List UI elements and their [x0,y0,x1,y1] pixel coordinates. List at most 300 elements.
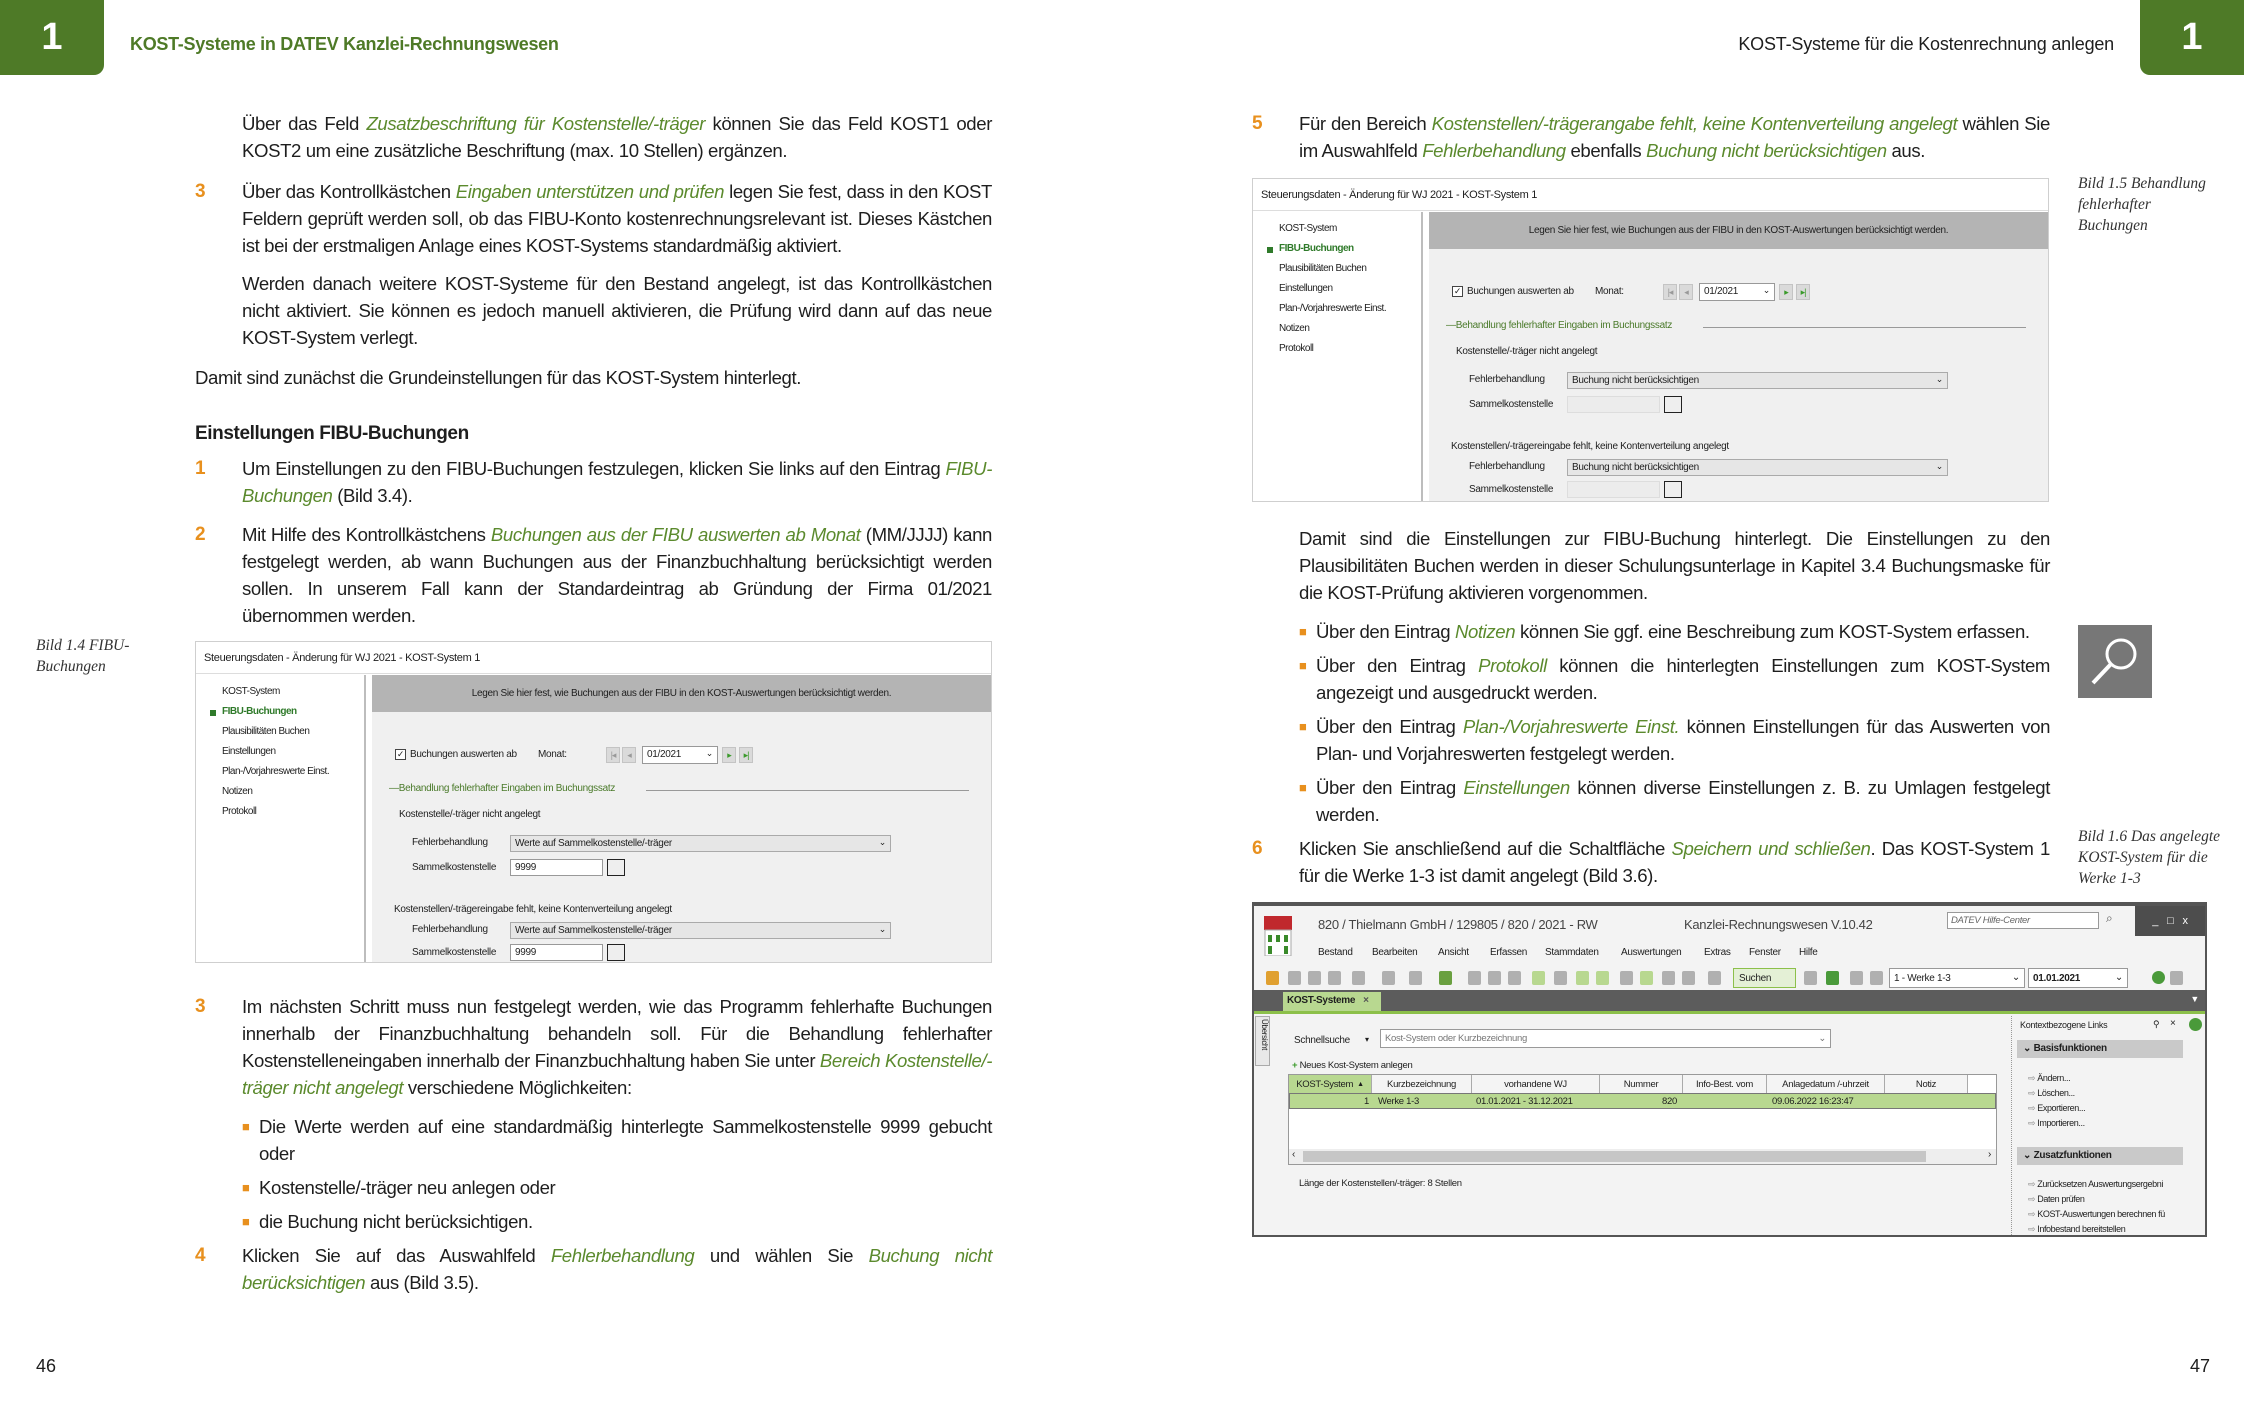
error-handling-select-2[interactable] [1567,459,1948,476]
chapter-number: 1 [2181,16,2203,58]
chapter-tab [0,0,104,75]
bullet-list-wrapper [1299,618,2050,828]
nav-item[interactable]: Notizen [1279,323,1310,334]
menu-fenster[interactable]: Fenster [1749,947,1781,958]
document-icon[interactable] [1620,971,1633,985]
right-column [1252,110,2221,1237]
prev-month-icon[interactable]: ◂ [622,747,636,763]
running-head: KOST-Systeme in DATEV Kanzlei-Rechnungswesen [130,34,559,54]
menu-bearbeiten[interactable]: Bearbeiten [1372,947,1418,958]
close-tab-icon[interactable]: × [1363,995,1369,1006]
step-number: 3 [195,181,206,202]
group-label: Kostenstelle/-träger nicht angelegt [399,809,541,820]
collapse-icon: ⌄ [2023,1150,2034,1161]
step-number: 6 [1252,838,1263,859]
paste-icon[interactable] [1508,971,1521,985]
column-header[interactable]: vorhandene WJ [1472,1075,1600,1093]
link-loeschen[interactable]: ⇨ Löschen... [2028,1088,2075,1099]
tab-menu-chevron-icon[interactable]: ▼ [2190,994,2199,1004]
text-run: Im nächsten Schritt muss nun festgelegt werden, wie das Programm fehlerhafte Buchungen innerhalb der Finanzbuchhaltung behandeln soll. Für die Behandlung fehlerhafter Kostenstelleneingaben innerhalb der Finanzbuchhaltung haben Sie unter [242,996,992,1071]
divider [364,675,366,962]
bullet-text [259,1174,992,1201]
month-label: Monat: [538,749,567,760]
input-value: 9999 [515,862,537,873]
step-item [195,455,992,509]
prev-month-icon[interactable]: ◂ [1679,284,1693,300]
overview-side-tab[interactable]: Übersicht [1255,1016,1270,1066]
table-icon[interactable] [1596,971,1609,985]
text-run: Um Einstellungen zu den FIBU-Buchungen festzulegen, klicken Sie links auf den Eintrag [242,458,946,479]
nav-item[interactable]: Protokoll [1279,343,1314,354]
select-value: Buchung nicht berücksichtigen [1572,462,1699,473]
bullet-text [1316,652,2050,706]
list-icon[interactable] [1576,971,1589,985]
settings-icon[interactable] [1554,971,1567,985]
section-rule [646,790,969,791]
text-run: Damit sind die Einstellungen zur FIBU-Buchung hinterlegt. Die Einstellungen zu den Plausibilitäten Buchen werden in dieser Schulungsunterlage in Kapitel 3.4 Buchungsmaske für die KOST-Prüfung aktivieren vorgenommen. [1299,528,2050,603]
table-row[interactable] [1289,1093,1996,1109]
nav-item[interactable]: FIBU-Buchungen [222,706,297,717]
text-run: aus (Bild 3.5). [365,1272,479,1293]
step-number: 2 [195,524,206,545]
text-run: Klicken Sie auf das Auswahlfeld [242,1245,551,1266]
lock-icon[interactable] [1708,971,1721,985]
text-run: Die Werte werden auf eine standardmäßig hinterlegte Sammelkostenstelle 9999 gebucht oder [259,1116,992,1164]
import-icon[interactable] [1409,971,1422,985]
selected-marker-icon [210,710,216,716]
cell-kurzbezeichnung: Werke 1-3 [1378,1096,1419,1107]
checkbox-buchungen-auswerten[interactable]: ✓ [396,749,405,759]
details-icon[interactable] [1640,971,1653,985]
emphasis-term: Fehlerbehandlung [1422,140,1566,161]
panel-title: Kontextbezogene Links [2020,1020,2108,1030]
basisfunktionen-header[interactable] [2017,1040,2183,1058]
column-header[interactable]: Notiz [1885,1075,1968,1093]
bullet-item [242,1208,992,1235]
text-run: Über das Kontrollkästchen [242,181,456,202]
bullet-item [242,1113,992,1167]
collective-cost-center-input-2[interactable] [1567,481,1660,498]
screenshot-fehlerbehandlung [1252,178,2049,502]
tab-kost-systeme[interactable] [1283,992,1381,1011]
emphasis-term: Plan-/Vorjahreswerte Einst. [1462,716,1680,737]
text-run: Über den Eintrag [1316,777,1464,798]
section-heading: —Behandlung fehlerhafter Eingaben im Buchungssatz [1446,320,1673,331]
section-heading: Einstellungen FIBU-Buchungen [195,423,469,444]
checkbox-label: Buchungen auswerten ab [410,749,517,760]
column-header[interactable] [1289,1075,1372,1093]
menu-hilfe[interactable]: Hilfe [1799,947,1818,958]
page-number: 47 [2190,1356,2211,1376]
error-handling-label: Fehlerbehandlung [1469,374,1545,385]
step-item [195,521,992,629]
collective-cost-center-input-1[interactable] [510,859,603,876]
step-text [242,1242,992,1296]
menu-stammdaten[interactable]: Stammdaten [1545,947,1599,958]
next-month-icon[interactable]: ▸ [1779,284,1793,300]
step-item [1252,110,2050,164]
text-run: verschiedene Möglichkeiten: [403,1077,632,1098]
chevron-down-icon: ⌄ [878,924,886,934]
collective-cost-center-label: Sammelkostenstelle [1469,399,1554,410]
bullet-icon: ■ [242,1180,250,1195]
date-combo[interactable] [2028,968,2128,988]
nav-item[interactable]: Plan-/Vorjahreswerte Einst. [222,766,330,777]
chevron-down-icon: ⌄ [2114,972,2123,983]
bullet-text [1316,618,2050,645]
nav-item[interactable]: Protokoll [222,806,257,817]
blank-icon[interactable] [1662,971,1675,985]
section-title: Zusatzfunktionen [2033,1150,2112,1161]
nav-item[interactable]: Plan-/Vorjahreswerte Einst. [1279,303,1387,314]
error-handling-select-1[interactable] [510,835,891,852]
text-run: Über den Eintrag [1316,716,1463,737]
screenshot-fibu-buchungen [195,641,992,963]
chevron-down-icon: ⌄ [1818,1033,1826,1044]
emphasis-term: Fehlerbehandlung [550,1245,695,1266]
group-label: Kostenstelle/-träger nicht angelegt [1456,346,1598,357]
app-logo-icon [1264,916,1292,956]
scrollbar-thumb[interactable] [1303,1151,1926,1162]
lookup-button-icon[interactable] [1664,481,1682,498]
calculator-icon[interactable] [1804,971,1817,985]
chapter-tab [2140,0,2244,75]
search-icon[interactable]: ⌕ [2106,911,2113,925]
quicksearch-placeholder: Kost-System oder Kurzbezeichnung [1385,1033,1527,1044]
text-run: die Buchung nicht berücksichtigen. [259,1211,533,1232]
text-run: Für den Bereich [1299,113,1432,134]
bullet-text [259,1208,992,1235]
column-header[interactable]: Anlagedatum /-uhrzeit [1767,1075,1885,1093]
link-infobestand[interactable]: ⇨ Infobestand bereitstellen [2028,1224,2125,1235]
chevron-down-icon: ⌄ [1935,374,1943,384]
figure-caption: Bild 1.4 FIBU-Buchungen [36,637,130,675]
save-icon[interactable] [1288,971,1301,985]
emphasis-term: Eingaben unterstützen und prüfen [455,181,725,202]
scroll-left-icon[interactable]: ‹ [1292,1149,1296,1160]
last-month-icon[interactable]: ▸| [739,747,753,763]
text-run: können diverse Einstellungen z. B. zu Umlagen festgelegt werden. [1316,777,2051,825]
kost-system-value: 1 - Werke 1-3 [1894,973,1951,984]
checkbox-label: Buchungen auswerten ab [1467,286,1574,297]
collective-cost-center-input-1[interactable] [1567,396,1660,413]
error-handling-label: Fehlerbehandlung [412,924,488,935]
section-title: Behandlung fehlerhafter Eingaben im Buchungssatz [1455,320,1673,331]
new-icon[interactable] [1266,971,1279,985]
nav-item[interactable]: Einstellungen [222,746,276,757]
bullet-list [1299,618,2050,828]
page-number: 46 [36,1356,57,1376]
bullet-item [1299,713,2050,767]
kost-system-table [1288,1074,1997,1165]
bullet-icon: ■ [242,1214,250,1229]
info-text: Legen Sie hier fest, wie Buchungen aus der FIBU in den KOST-Auswertungen berücksichtigt werden. [1528,225,1949,236]
nav-item[interactable]: Notizen [222,786,253,797]
help-icon[interactable] [2152,971,2165,984]
chevron-down-icon: ⌄ [2011,972,2020,983]
new-kost-system-link[interactable] [1292,1060,1413,1071]
text-run: Über den Eintrag [1316,655,1479,676]
menu-auswertungen[interactable]: Auswertungen [1621,947,1682,958]
screenshot-kost-systeme-window [1252,902,2207,1237]
text-run: (Bild 3.4). [332,485,413,506]
step-item [195,1242,992,1296]
chevron-down-icon: ⌄ [878,837,886,847]
window-icon[interactable] [2170,971,2183,985]
bullet-item [1299,618,2050,645]
lookup-button-icon[interactable] [607,944,625,961]
month-value: 01/2021 [1704,286,1739,297]
column-label: KOST-System [1296,1078,1354,1090]
bullet-item [1299,774,2050,828]
collapse-icon: ⌄ [2023,1043,2034,1054]
section-rule [1703,327,2026,328]
export2-icon[interactable] [1850,971,1863,985]
pin-icon[interactable]: ⚲ [2153,1019,2160,1029]
app-name: Kanzlei-Rechnungswesen V.10.42 [1684,917,1873,932]
text-run: können Sie das Feld KOST1 oder KOST2 um eine zusätzliche Beschriftung (max. 10 Stellen) ergänzen. [242,113,992,161]
info-text: Legen Sie hier fest, wie Buchungen aus der FIBU in den KOST-Auswertungen berücksichtigt werden. [471,688,892,699]
horizontal-scrollbar[interactable] [1289,1149,1996,1164]
info-banner [1429,212,2048,249]
left-column [36,110,993,1296]
nav-item[interactable]: FIBU-Buchungen [1279,243,1354,254]
section-title: Behandlung fehlerhafter Eingaben im Buchungssatz [398,783,616,794]
link-kost-auswertungen[interactable]: ⇨ KOST-Auswertungen berechnen fü [2028,1209,2165,1220]
bullet-text [1316,713,2050,767]
text-run: Klicken Sie anschließend auf die Schaltfläche [1299,838,1672,859]
chevron-down-icon: ⌄ [1762,285,1770,295]
step-number: 3 [195,996,206,1017]
text-run: können Sie ggf. eine Beschreibung zum KOST-System erfassen. [1515,621,2030,642]
error-handling-select-1[interactable] [1567,372,1948,389]
step-text [1299,835,2050,889]
emphasis-term: Speichern und schließen [1671,838,1871,859]
bullet-icon: ■ [242,1119,250,1134]
new-link-label: Neues Kost-System anlegen [1299,1060,1413,1071]
emphasis-term: Zusatzbeschriftung für Kostenstelle/-träger [366,113,705,134]
nav-item[interactable]: Plausibilitäten Buchen [1279,263,1367,274]
figure-caption: Bild 1.6 Das angelegte KOST-System für die Werke 1-3 [2078,828,2221,887]
error-handling-label: Fehlerbehandlung [412,837,488,848]
window-title: 820 / Thielmann GmbH / 129805 / 820 / 2021 - RW [1318,917,1598,932]
divider [1253,210,2048,211]
text-run: Mit Hilfe des Kontrollkästchens [242,524,491,545]
menu-bestand[interactable]: Bestand [1318,947,1353,958]
group-label: Kostenstellen/-trägereingabe fehlt, keine Kontenverteilung angelegt [394,904,672,915]
link-importieren[interactable]: ⇨ Importieren... [2028,1118,2085,1129]
menu-ansicht[interactable]: Ansicht [1438,947,1469,958]
copy-icon[interactable] [1488,971,1501,985]
menu-extras[interactable]: Extras [1704,947,1731,958]
info-banner [372,675,991,712]
paragraph [242,270,992,351]
figure-1-4 [36,637,992,963]
month-select[interactable] [642,746,718,764]
kost-system-combo[interactable] [1889,968,2025,988]
chapter-number: 1 [41,16,63,58]
emphasis-term: FIBU-Buchungen [242,458,992,506]
emphasis-term: Buchungen aus der FIBU auswerten ab Monat [490,524,861,545]
step-text [1299,110,2050,164]
bullet-text [259,1113,992,1167]
select-value: Werte auf Sammelkostenstelle/-träger [515,925,672,936]
text-run: und wählen Sie [694,1245,869,1266]
nav-item[interactable]: Plausibilitäten Buchen [222,726,310,737]
selected-marker-icon [1267,247,1273,253]
bullet-icon: ■ [1299,624,1307,639]
link-aendern[interactable]: ⇨ Ändern... [2028,1073,2070,1084]
close-panel-icon[interactable]: × [2170,1018,2176,1029]
accent-line [1254,1011,2205,1014]
link-zuruecksetzen[interactable]: ⇨ Zurücksetzen Auswertungsergebni [2028,1179,2163,1190]
footer-info: Länge der Kostenstellen/-träger: 8 Stellen [1299,1178,1462,1189]
forward-icon[interactable] [1352,971,1365,985]
search-button[interactable] [1733,968,1796,988]
step-number: 4 [195,1245,206,1266]
cell-wj: 01.01.2021 - 31.12.2021 [1476,1096,1573,1107]
filter-icon[interactable] [1532,971,1545,985]
date-value: 01.01.2021 [2033,973,2081,984]
error-handling-select-2[interactable] [510,922,891,939]
link-exportieren[interactable]: ⇨ Exportieren... [2028,1103,2085,1114]
emphasis-term: Buchung nicht berücksichtigen [242,1245,992,1293]
lookup-button-icon[interactable] [607,859,625,876]
bullet-icon: ■ [1299,719,1307,734]
emphasis-term: Buchung nicht berücksichtigen [1646,140,1887,161]
step-item [195,178,992,259]
emphasis-term: Einstellungen [1463,777,1570,798]
quicksearch-input[interactable] [1380,1029,1831,1048]
column-header[interactable]: Kurzbezeichnung [1372,1075,1472,1093]
select-value: Werte auf Sammelkostenstelle/-träger [515,838,672,849]
emphasis-term: Protokoll [1478,655,1547,676]
paragraph [242,110,992,164]
bullet-item [242,1174,992,1201]
error-handling-label: Fehlerbehandlung [1469,461,1545,472]
link-daten-pruefen[interactable]: ⇨ Daten prüfen [2028,1194,2085,1205]
document-tab-strip [1254,990,2205,1011]
bullet-icon: ■ [1299,780,1307,795]
phone-icon[interactable] [1439,971,1452,985]
last-month-icon[interactable]: ▸| [1796,284,1810,300]
collective-cost-center-input-2[interactable] [510,944,603,961]
emphasis-term: Bereich Kostenstelle/-träger nicht angelegt [242,1050,993,1098]
text-run: Über den Eintrag [1316,621,1455,642]
lookup-button-icon[interactable] [1664,396,1682,413]
refresh-icon[interactable] [1826,971,1839,985]
bullet-list [242,1113,992,1235]
nav-item[interactable]: KOST-System [1279,223,1337,234]
chevron-down-icon: ⌄ [705,748,713,758]
collective-cost-center-label: Sammelkostenstelle [412,947,497,958]
plus-icon: + [1292,1060,1298,1071]
checkbox-buchungen-auswerten[interactable]: ✓ [1453,286,1462,296]
next-month-icon[interactable]: ▸ [722,747,736,763]
emphasis-term: Notizen [1454,621,1516,642]
print-icon[interactable] [1308,971,1321,985]
cell-anlagedatum: 09.06.2022 16:23:47 [1772,1096,1854,1107]
divider [1421,212,1423,501]
column-header[interactable]: Info-Best. vom [1683,1075,1767,1093]
search-button-label: Suchen [1739,973,1772,984]
text-run: wählen Sie im Auswahlfeld [1299,113,2050,161]
step-item [195,993,992,1101]
input-value: 9999 [515,947,537,958]
step-number: 5 [1252,113,1263,134]
group-label: Kostenstellen/-trägereingabe fehlt, keine Kontenverteilung angelegt [1451,441,1729,452]
nav-item[interactable]: Einstellungen [1279,283,1333,294]
figure-caption: Bild 1.5 Behandlung fehlerhafter Buchungen [2078,175,2206,234]
step-text [242,455,992,509]
zusatzfunktionen-header[interactable] [2017,1147,2183,1165]
first-month-icon[interactable]: |◂ [606,747,620,763]
collective-cost-center-label: Sammelkostenstelle [412,862,497,873]
bullet-icon: ■ [1299,658,1307,673]
section-title: Basisfunktionen [2033,1043,2107,1054]
up-icon[interactable] [1328,971,1341,985]
figure-1-5 [1252,175,2206,502]
chevron-down-icon: ⌄ [1935,461,1943,471]
dropdown-arrow-icon[interactable]: ▾ [1365,1035,1369,1044]
menu-erfassen[interactable]: Erfassen [1490,947,1528,958]
text-run: Damit sind zunächst die Grundeinstellungen für das KOST-System hinterlegt. [195,367,802,388]
maximize-button[interactable]: □ [2167,915,2174,927]
text-run: Kostenstelle/-träger neu anlegen oder [259,1177,556,1198]
step-text [242,178,992,259]
month-select[interactable] [1699,283,1775,301]
step-item [1252,828,2221,889]
context-links-panel [2011,1016,2187,1237]
close-button[interactable]: x [2182,915,2188,927]
text-run: . Das KOST-System 1 für die Werke 1-3 ist damit angelegt (Bild 3.6). [1299,838,2050,886]
step-text [242,993,992,1101]
window-controls [2135,906,2205,936]
text-run: können Einstellungen für das Auswerten von Plan- und Vorjahreswerten festgelegt werden. [1316,716,2051,764]
help-search-input[interactable]: DATEV Hilfe-Center [1947,912,2099,929]
scroll-right-icon[interactable]: › [1987,1149,1991,1160]
first-month-icon[interactable]: |◂ [1663,284,1677,300]
section-heading: —Behandlung fehlerhafter Eingaben im Buchungssatz [389,783,616,794]
text-run: Werden danach weitere KOST-Systeme für den Bestand angelegt, ist das Kontrollkästchen nicht aktiviert. Sie können es jedoch manuell aktivieren, die Prüfung wird dann auf das neue KOST-System verlegt. [242,273,992,348]
month-label: Monat: [1595,286,1624,297]
tab-label: KOST-Systeme [1287,995,1356,1006]
column-header[interactable]: Nummer [1600,1075,1683,1093]
minimize-button[interactable]: _ [2152,915,2159,927]
quicksearch-label: Schnellsuche [1294,1035,1350,1046]
paragraph [1299,525,2050,606]
bullet-text [1316,774,2050,828]
emphasis-term: Kostenstellen/-trägerangabe fehlt, keine Kontenverteilung angelegt [1431,113,1958,134]
help-side-icon[interactable] [2189,1018,2202,1031]
bullet-item [1299,652,2050,706]
text-run: (MM/JJJJ) kann festgelegt werden, ab wann Buchungen aus der Finanzbuchhaltung berücksichtigt werden sollen. In unserem Fall kann der Standardeintrag ab Gründung der Firma 01/2021 übernommen werden. [242,524,992,626]
text-run: Über das Feld [242,113,367,134]
nav-item[interactable]: KOST-System [222,686,280,697]
paragraph [195,364,992,391]
select-value: Buchung nicht berücksichtigen [1572,375,1699,386]
cell-kost-system: 1 [1364,1096,1369,1107]
export-icon[interactable] [1382,971,1395,985]
import2-icon[interactable] [1870,971,1883,985]
step-text [242,521,992,629]
divider [196,673,991,674]
text-run: legen Sie fest, dass in den KOST Feldern geprüft werden soll, ob das FIBU-Konto kostenrechnungsrelevant ist. Dieses Kästchen ist bei der erstmaligen Anlage eines KOST-Systems standardmäßig aktiviert. [242,181,992,256]
cut-icon[interactable] [1468,971,1481,985]
text-run: ebenfalls [1565,140,1647,161]
magnifier-icon [2078,625,2152,698]
edit-icon[interactable] [1682,971,1695,985]
